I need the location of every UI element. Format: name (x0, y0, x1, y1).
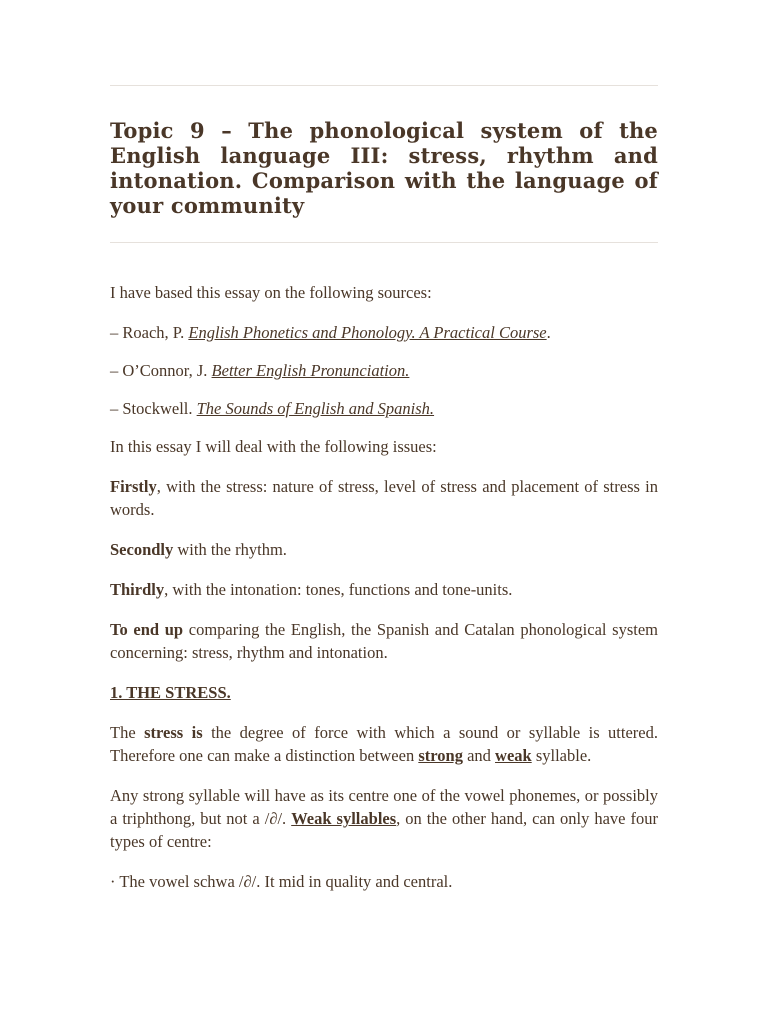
stress-definition: The stress is the degree of force with which a sound or syllable is uttered. Therefore one can make a distinction between strong and weak syllable. (110, 723, 658, 765)
issue-item: Thirdly, with the intonation: tones, functions and tone-units. (110, 580, 513, 599)
source-item: – O’Connor, J. Better English Pronunciation. (110, 361, 410, 380)
page-title: Topic 9 – The phonological system of the English language III: stress, rhythm and intonation. Comparison with the language of your community (110, 118, 658, 218)
syllable-paragraph: Any strong syllable will have as its centre one of the vowel phonemes, or possibly a triphthong, but not a /∂/. Weak syllables, on the other hand, can only have four types of centre: (110, 786, 658, 851)
source-item: – Stockwell. The Sounds of English and Spanish. (110, 399, 435, 418)
source-link[interactable]: The Sounds of English and Spanish. (196, 399, 435, 418)
bullet-item: · The vowel schwa /∂/. It mid in quality and central. (110, 872, 453, 891)
title-divider (110, 242, 658, 243)
issue-item: Secondly with the rhythm. (110, 540, 287, 559)
section-heading: 1. THE STRESS. (110, 683, 231, 702)
issues-intro: In this essay I will deal with the following issues: (110, 437, 437, 456)
essay-body (110, 281, 658, 910)
issue-item: To end up comparing the English, the Spanish and Catalan phonological system concerning: stress, rhythm and intonation. (110, 620, 658, 662)
issue-item: Firstly, with the stress: nature of stress, level of stress and placement of stress in words. (110, 477, 658, 519)
source-link[interactable]: English Phonetics and Phonology. A Practical Course (188, 323, 547, 342)
source-item: – Roach, P. English Phonetics and Phonology. A Practical Course. (110, 323, 551, 342)
intro-paragraph: I have based this essay on the following sources: (110, 283, 432, 302)
top-divider (110, 85, 658, 86)
source-link[interactable]: Better English Pronunciation. (211, 361, 410, 380)
